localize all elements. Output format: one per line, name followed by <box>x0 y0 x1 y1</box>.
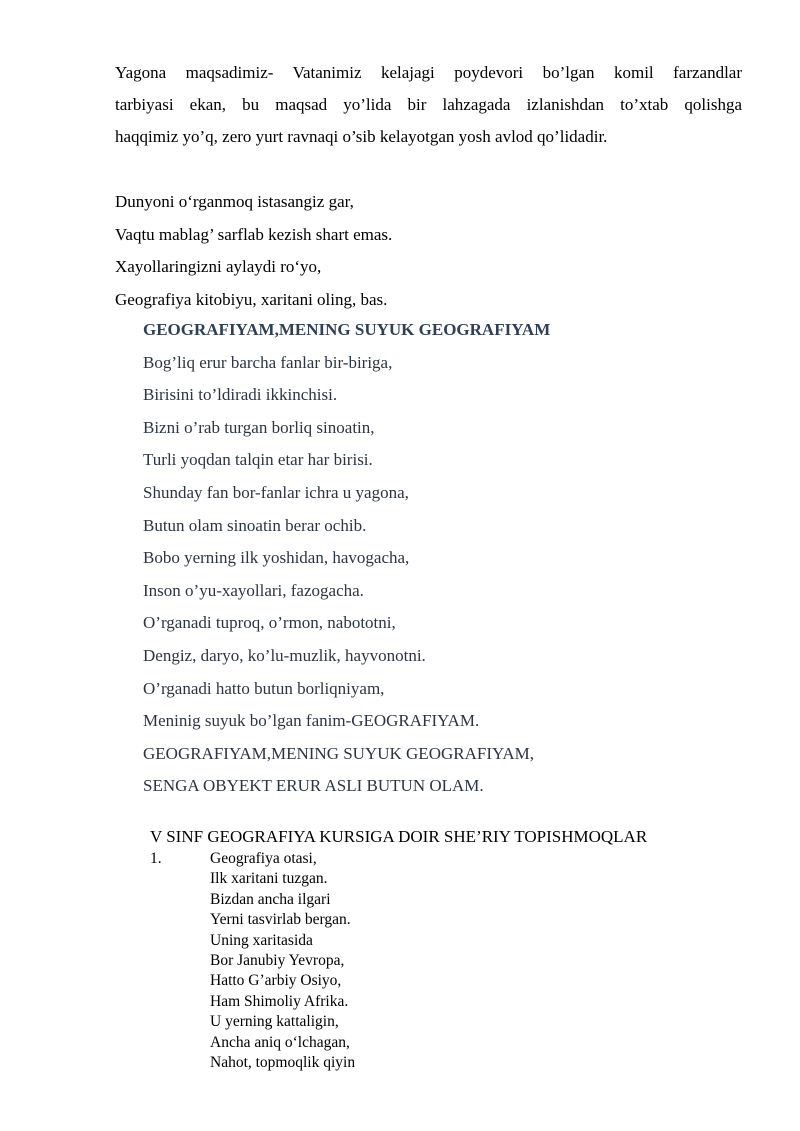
riddle-line: Ilk xaritani tuzgan. <box>210 870 328 888</box>
riddle-line: Ham Shimoliy Afrika. <box>210 992 349 1010</box>
intro-line: haqqimiz yo’q, zero yurt ravnaqi o’sib kelayotgan yosh avlod qo’lidadir. <box>115 127 608 146</box>
poem-line: Butun olam sinoatin berar ochib. <box>143 515 367 535</box>
intro-line: tarbiyasi ekan, bu maqsad yo’lida bir lahzagada izlanishdan to’xtab qolishga <box>115 95 742 114</box>
poem-line: O’rganadi hatto butun borliqniyam, <box>143 678 385 698</box>
riddle-line: Geografiya otasi, <box>210 850 317 867</box>
poem-line: Bobo yerning ilk yoshidan, havogacha, <box>143 548 410 568</box>
riddle-line: Uning xaritasida <box>210 931 313 949</box>
poem-line: GEOGRAFIYAM,MENING SUYUK GEOGRAFIYAM, <box>143 743 535 763</box>
riddle-line: Ancha aniq o‘lchagan, <box>210 1033 350 1051</box>
quatrain-line: Vaqtu mablag’ sarflab kezish shart emas. <box>115 224 393 244</box>
riddle-line: U yerning kattaligin, <box>210 1013 339 1031</box>
poem <box>143 314 550 803</box>
section-heading: V SINF GEOGRAFIYA KURSIGA DOIR SHE’RIY TOPISHMOQLAR <box>150 827 648 846</box>
poem-line: Meninig suyuk bo’lgan fanim-GEOGRAFIYAM. <box>143 711 480 731</box>
riddle-number: 1. <box>150 850 162 867</box>
poem-line: Birisini to’ldiradi ikkinchisi. <box>143 385 338 405</box>
poem-line: Turli yoqdan talqin etar har birisi. <box>143 450 373 470</box>
epigraph-quatrain <box>115 186 392 316</box>
poem-line: Dengiz, daryo, ko’lu-muzlik, hayvonotni. <box>143 645 426 665</box>
poem-line: SENGA OBYEKT ERUR ASLI BUTUN OLAM. <box>143 776 484 796</box>
poem-line: Bog’liq erur barcha fanlar bir-biriga, <box>143 352 393 372</box>
poem-line: O’rganadi tuproq, o’rmon, nabototni, <box>143 613 396 633</box>
riddle-line: Bizdan ancha ilgari <box>210 890 331 908</box>
quatrain-line: Dunyoni o‘rganmoq istasangiz gar, <box>115 192 354 211</box>
poem-line: Inson o’yu-xayollari, fazogacha. <box>143 580 364 600</box>
intro-line: Yagona maqsadimiz- Vatanimiz kelajagi poydevori bo’lgan komil farzandlar <box>115 63 742 82</box>
poem-title: GEOGRAFIYAM,MENING SUYUK GEOGRAFIYAM <box>143 320 551 339</box>
intro-paragraph <box>115 57 742 153</box>
riddle-text <box>210 849 355 1073</box>
poem-line: Bizni o’rab turgan borliq sinoatin, <box>143 417 375 437</box>
quatrain-line: Geografiya kitobiyu, xaritani oling, bas. <box>115 289 388 309</box>
poem-line: Shunday fan bor-fanlar ichra u yagona, <box>143 482 409 502</box>
riddle-line: Nahot, topmoqlik qiyin <box>210 1054 356 1072</box>
riddle-line: Bor Janubiy Yevropa, <box>210 952 345 970</box>
quatrain-line: Xayollaringizni aylaydi ro‘yo, <box>115 257 322 276</box>
riddle-line: Hatto G’arbiy Osiyo, <box>210 972 342 990</box>
riddle-line: Yerni tasvirlab bergan. <box>210 911 351 929</box>
